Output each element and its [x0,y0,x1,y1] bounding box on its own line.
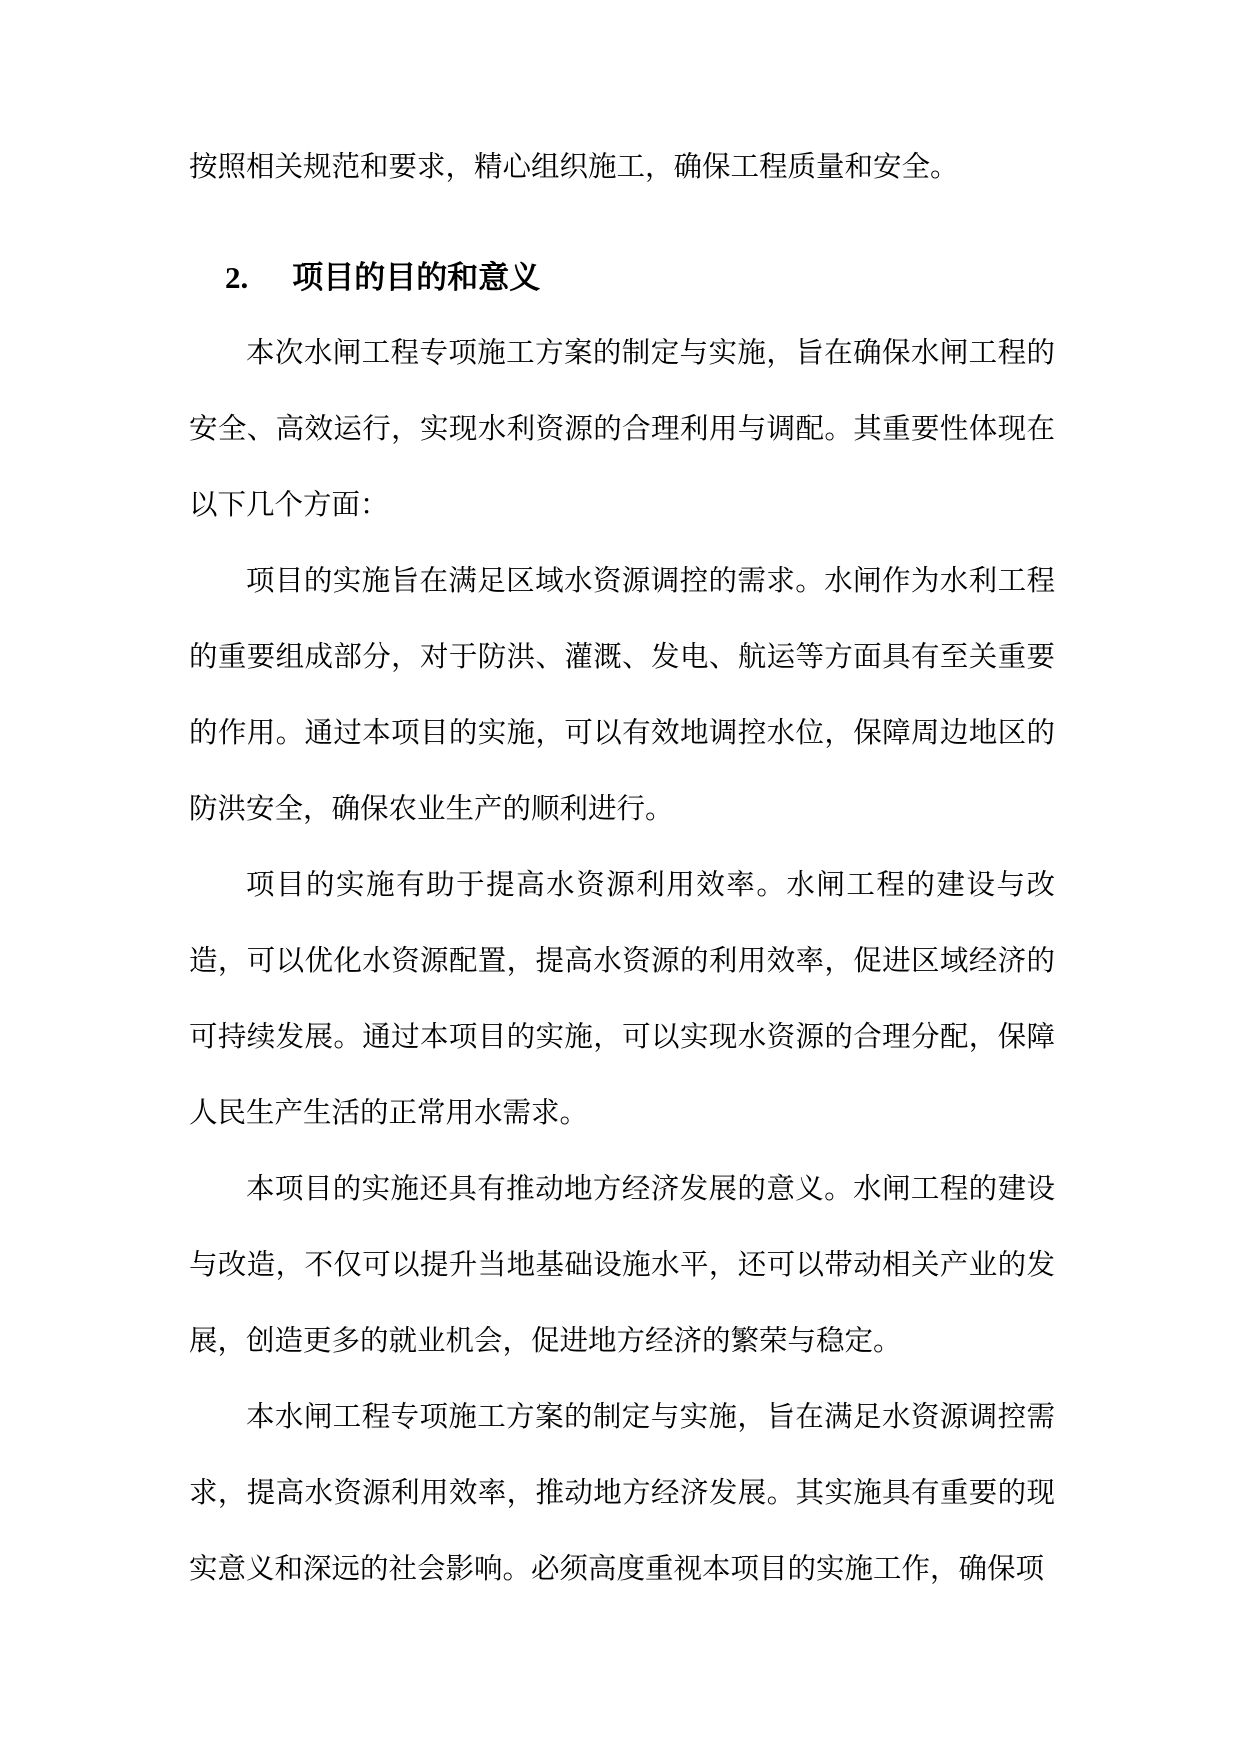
paragraph-resource-efficiency: 项目的实施有助于提高水资源利用效率。水闸工程的建设与改造，可以优化水资源配置，提高水资源的利用效率，促进区域经济的可持续发展。通过本项目的实施，可以实现水资源的合理分配，保障人民生产生活的正常用水需求。 [189,870,1055,1129]
paragraph-summary: 本水闸工程专项施工方案的制定与实施，旨在满足水资源调控需求，提高水资源利用效率，推动地方经济发展。其实施具有重要的现实意义和深远的社会影响。必须高度重视本项目的实施工作，确保项 [189,1402,1055,1585]
section-heading [225,240,1055,316]
section-heading-title: 项目的目的和意义 [292,260,541,295]
paragraph-water-regulation-need: 项目的实施旨在满足区域水资源调控的需求。水闸作为水利工程的重要组成部分，对于防洪、灌溉、发电、航运等方面具有至关重要的作用。通过本项目的实施，可以有效地调控水位，保障周边地区的防洪安全，确保农业生产的顺利进行。 [189,566,1055,825]
paragraph-continuation: 按照相关规范和要求，精心组织施工，确保工程质量和安全。 [189,152,959,183]
paragraph-purpose-overview: 本次水闸工程专项施工方案的制定与实施，旨在确保水闸工程的安全、高效运行，实现水利资源的合理利用与调配。其重要性体现在以下几个方面： [189,338,1055,521]
paragraph-economic-development: 本项目的实施还具有推动地方经济发展的意义。水闸工程的建设与改造，不仅可以提升当地基础设施水平，还可以带动相关产业的发展，创造更多的就业机会，促进地方经济的繁荣与稳定。 [189,1174,1055,1357]
section-heading-number: 2. [225,260,249,295]
